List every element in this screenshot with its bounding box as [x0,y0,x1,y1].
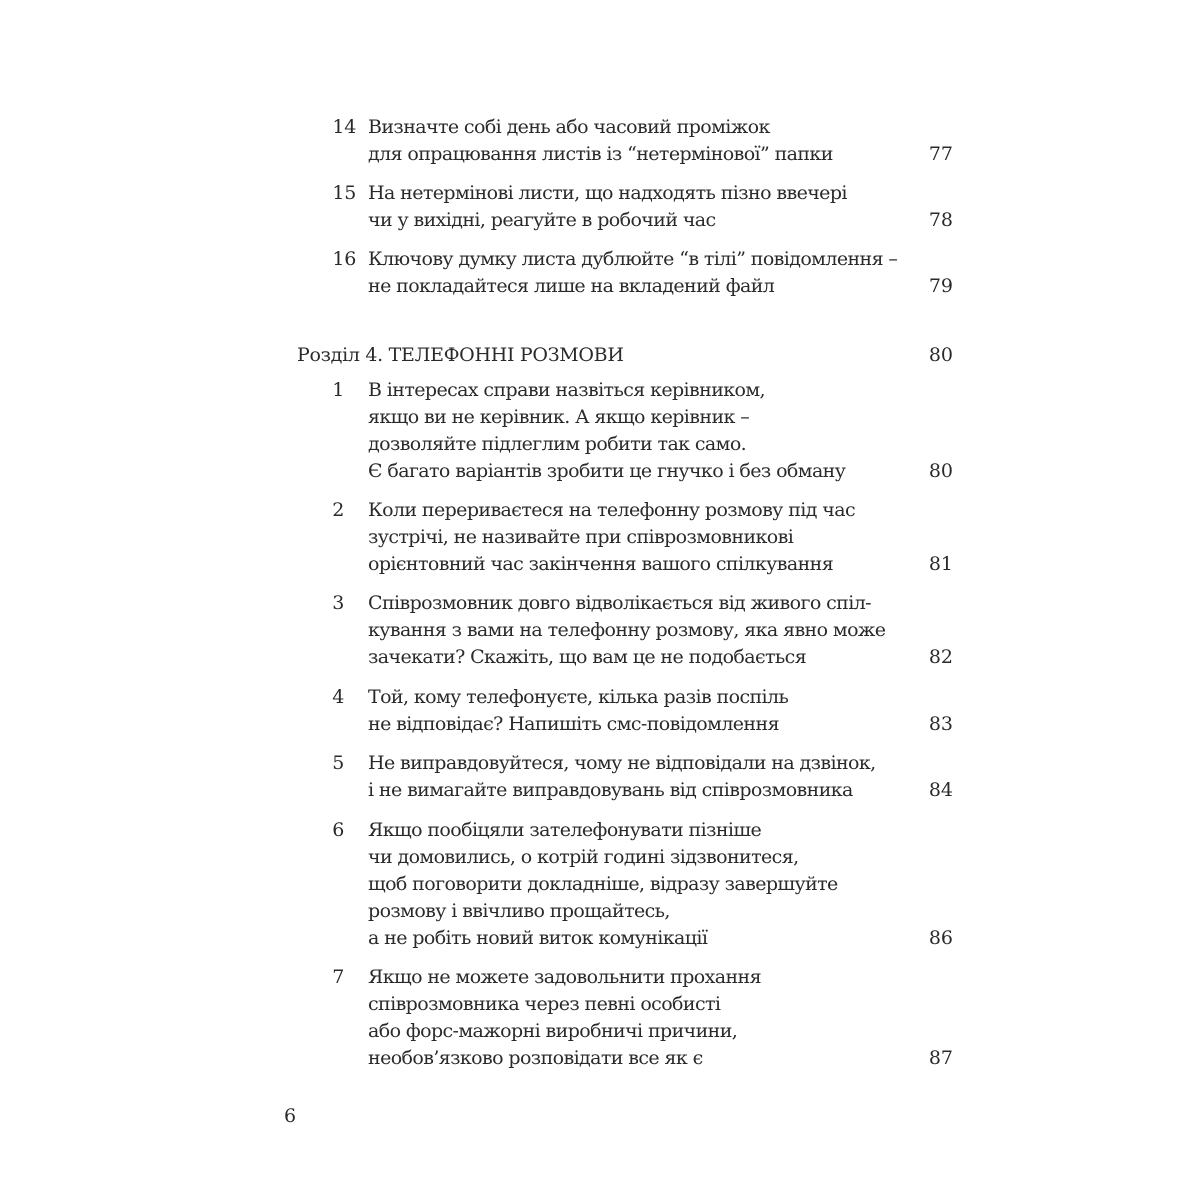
entry-number: 14 [332,116,356,138]
entry-page: 83 [928,713,953,735]
entry-text-line: Є багато варіантів зробити це гнучко і без обману [368,460,846,482]
toc-entry [300,964,953,1072]
entry-text-line: або форс-мажорні виробничі причини, [368,1020,738,1042]
entry-text-line: орієнтовний час закінчення вашого спілкування [368,553,834,575]
entry-text-line: Визначте собі день або часовий проміжок [368,116,770,138]
entry-text-line: щоб поговорити докладніше, відразу завершуйте [368,873,838,895]
entry-number: 7 [332,966,344,988]
entry-number: 2 [332,499,344,521]
entry-text-line: чи домовились, о котрій годині зідзвонитеся, [368,846,799,868]
chapter-title: Розділ 4. ТЕЛЕФОННІ РОЗМОВИ [297,344,624,366]
toc-entry [300,180,953,234]
toc-entry [300,377,953,485]
entry-text-line: Коли перериваєтеся на телефонну розмову під час [368,499,856,521]
toc-entry [300,114,953,168]
entry-text-line: зустрічі, не називайте при співрозмовникові [368,526,794,548]
entry-page: 81 [928,553,953,575]
entry-text-line: На нетермінові листи, що надходять пізно ввечері [368,182,847,204]
toc-entry [300,750,953,804]
entry-text-line: Якщо не можете задовольнити прохання [368,966,761,988]
entry-text-line: розмову і ввічливо прощайтесь, [368,900,670,922]
entry-text-line: для опрацювання листів із “нетермінової” папки [368,143,833,165]
entry-text-line: якщо ви не керівник. А якщо керівник – [368,406,750,428]
entry-page: 82 [928,646,953,668]
entry-text-line: а не робіть новий виток комунікації [368,927,708,949]
entry-page: 79 [928,275,953,297]
entry-text-line: чи у вихідні, реагуйте в робочий час [368,209,716,231]
entry-number: 15 [332,182,356,204]
entry-page: 87 [928,1047,953,1069]
entry-text-line: Якщо пообіцяли зателефонувати пізніше [368,819,762,841]
entry-text-line: зачекати? Скажіть, що вам це не подобається [368,646,807,668]
entry-number: 4 [332,686,344,708]
toc-entry [300,246,953,300]
entry-number: 16 [332,248,356,270]
entry-text-line: Той, кому телефонуєте, кілька разів поспіль [368,686,789,708]
entry-text-line: співрозмовника через певні особисті [368,993,721,1015]
entry-number: 1 [332,379,344,401]
toc-entry [300,590,953,671]
entry-page: 77 [928,143,953,165]
entry-text-line: не покладайтеся лише на вкладений файл [368,275,775,297]
entry-text-line: і не вимагайте виправдовувань від співрозмовника [368,779,853,801]
entry-text-line: не відповідає? Напишіть смс-повідомлення [368,713,779,735]
entry-page: 86 [928,927,953,949]
entry-text-line: Не виправдовуйтеся, чому не відповідали на дзвінок, [368,752,876,774]
entry-page: 80 [928,460,953,482]
entry-page: 84 [928,779,953,801]
entry-number: 5 [332,752,344,774]
entry-text-line: Співрозмовник довго відволікається від живого спіл- [368,592,871,614]
page-number: 6 [284,1105,297,1127]
entry-text-line: дозволяйте підлеглим робити так само. [368,433,747,455]
toc-entry [300,817,953,952]
toc-entry [300,684,953,738]
chapter-page: 80 [928,344,953,366]
entry-text-line: В інтересах справи назвіться керівником, [368,379,765,401]
entry-text-line: Ключову думку листа дублюйте “в тілі” повідомлення – [368,248,898,270]
entry-text-line: необов’язково розповідати все як є [368,1047,703,1069]
entry-number: 3 [332,592,344,614]
entry-text-line: кування з вами на телефонну розмову, яка явно може [368,619,886,641]
toc-entry [300,497,953,578]
entry-page: 78 [928,209,953,231]
chapter-heading [297,342,953,369]
entry-number: 6 [332,819,344,841]
